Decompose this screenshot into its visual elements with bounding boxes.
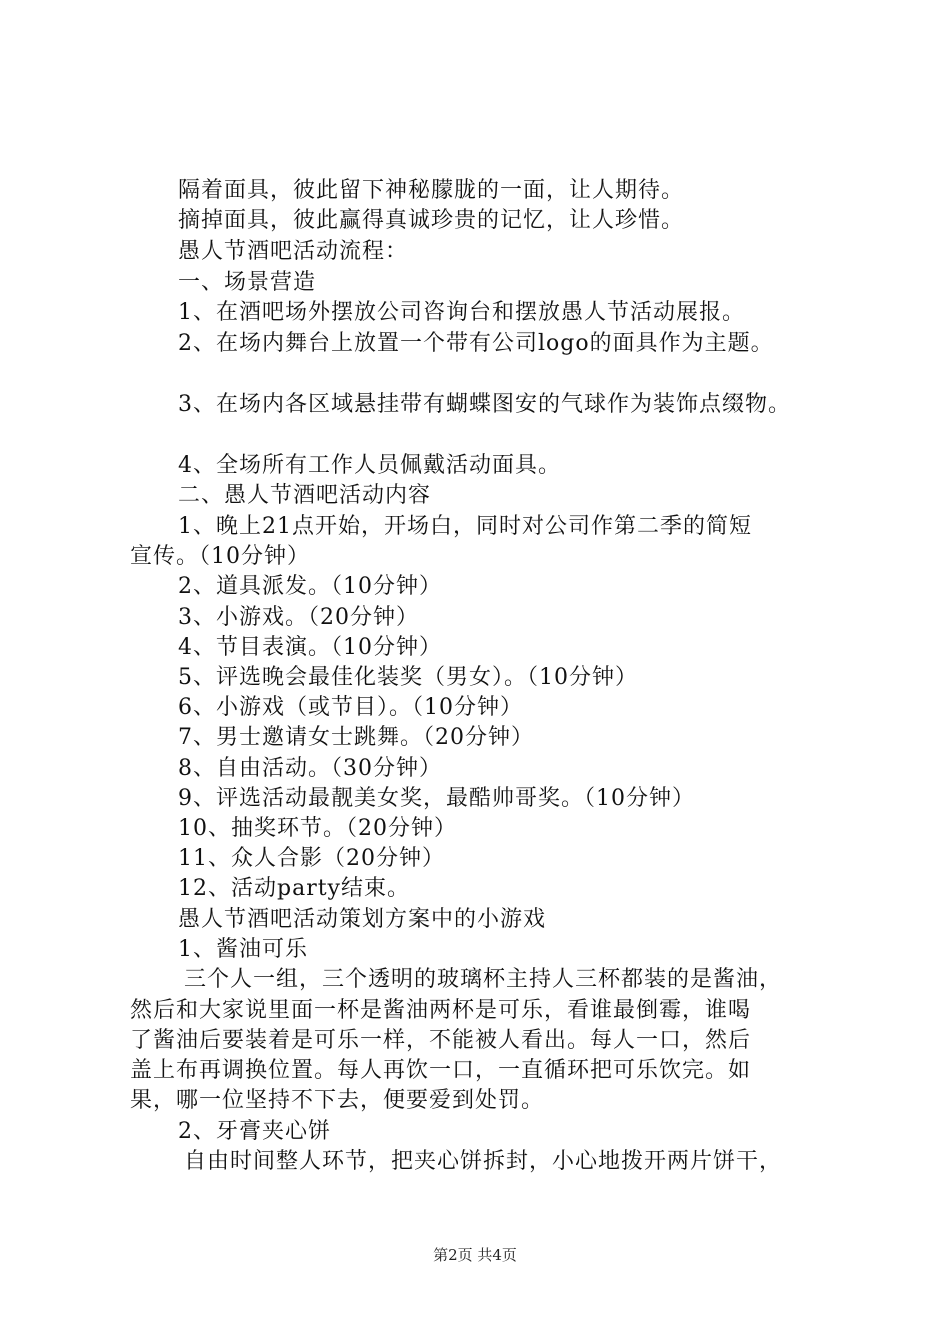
paragraph-line: 三个人一组，三个透明的玻璃杯主持人三杯都装的是酱油， — [184, 967, 783, 992]
list-item: 5、评选晚会最佳化装奖（男女）。（10分钟） — [178, 665, 638, 690]
list-item: 3、小游戏。（20分钟） — [178, 605, 419, 630]
list-item: 3、在场内各区域悬挂带有蝴蝶图安的气球作为装饰点缀物。 — [178, 392, 791, 417]
paragraph-line: 了酱油后要装着是可乐一样，不能被人看出。每人一口，然后 — [130, 1028, 752, 1053]
section-heading: 二、愚人节酒吧活动内容 — [178, 483, 432, 508]
section-heading: 愚人节酒吧活动流程： — [178, 239, 409, 264]
list-item: 2、在场内舞台上放置一个带有公司logo的面具作为主题。 — [178, 331, 774, 356]
text-line: 隔着面具，彼此留下神秘朦胧的一面，让人期待。 — [178, 178, 685, 203]
list-item: 6、小游戏（或节目）。（10分钟） — [178, 695, 523, 720]
paragraph-line: 盖上布再调换位置。每人再饮一口，一直循环把可乐饮完。如 — [130, 1058, 752, 1083]
page-footer: 第2页 共4页 — [433, 1246, 517, 1264]
paragraph-line: 自由时间整人环节，把夹心饼拆封，小心地拨开两片饼干， — [184, 1149, 783, 1174]
subsection-heading: 1、酱油可乐 — [178, 937, 308, 962]
section-heading: 愚人节酒吧活动策划方案中的小游戏 — [178, 907, 547, 932]
list-item: 12、活动party结束。 — [178, 876, 410, 901]
text-line: 摘掉面具，彼此赢得真诚珍贵的记忆，让人珍惜。 — [178, 208, 685, 233]
section-heading: 一、场景营造 — [178, 270, 317, 295]
list-item: 2、道具派发。（10分钟） — [178, 574, 442, 599]
paragraph-line: 果，哪一位坚持不下去，便要爱到处罚。 — [130, 1088, 545, 1113]
list-item: 9、评选活动最靓美女奖，最酷帅哥奖。（10分钟） — [178, 786, 695, 811]
list-item: 10、抽奖环节。（20分钟） — [178, 816, 457, 841]
list-item: 1、在酒吧场外摆放公司咨询台和摆放愚人节活动展报。 — [178, 300, 745, 325]
list-item: 4、节目表演。（10分钟） — [178, 635, 442, 660]
paragraph-line: 然后和大家说里面一杯是酱油两杯是可乐，看谁最倒霉，谁喝 — [130, 998, 752, 1023]
list-item-continuation: 宣传。（10分钟） — [130, 544, 310, 569]
list-item: 8、自由活动。（30分钟） — [178, 756, 442, 781]
list-item: 1、晚上21点开始，开场白，同时对公司作第二季的简短 — [178, 514, 752, 539]
list-item: 7、男士邀请女士跳舞。（20分钟） — [178, 725, 534, 750]
list-item: 4、全场所有工作人员佩戴活动面具。 — [178, 453, 561, 478]
subsection-heading: 2、牙膏夹心饼 — [178, 1119, 331, 1144]
list-item: 11、众人合影（20分钟） — [178, 846, 445, 871]
